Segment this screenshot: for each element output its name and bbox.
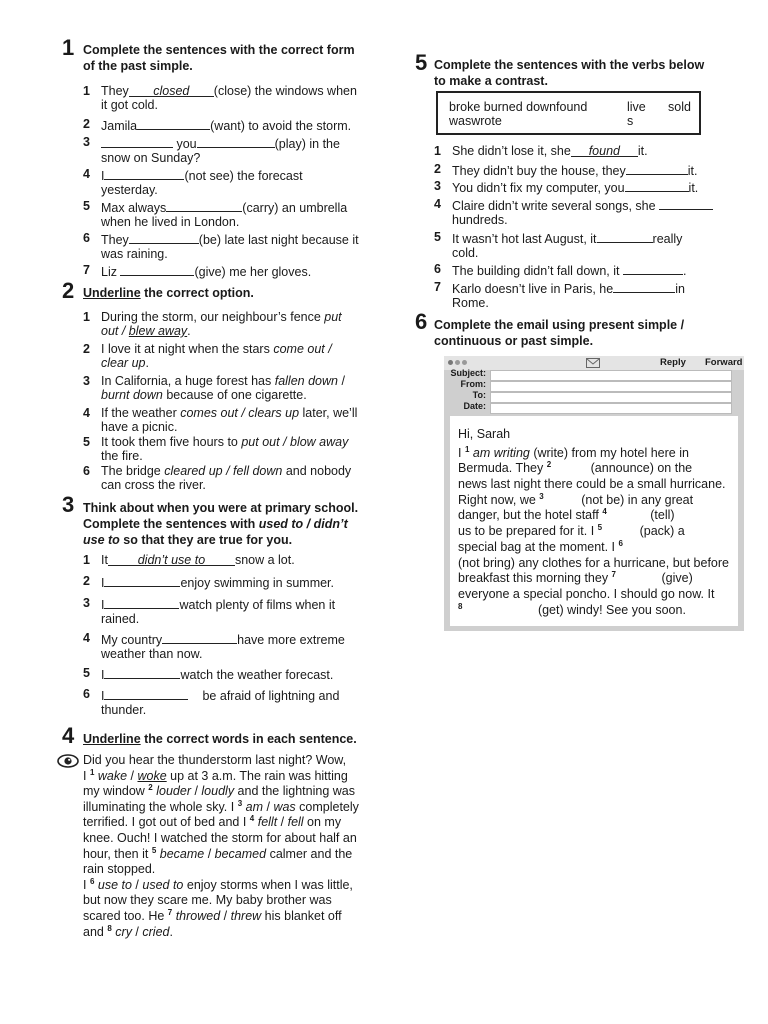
email-line: Right now, we $^3$ (not be) in any great <box>458 491 694 507</box>
email-line: danger, but the hotel staff $^4$ (tell) <box>458 506 675 522</box>
s4-text <box>83 753 383 940</box>
section-6-title-2: continuous or past simple. <box>434 334 594 348</box>
email-line: breakfast this morning they $^7$ (give) <box>458 569 693 585</box>
section-1-title: Complete the sentences with the correct form <box>83 43 355 57</box>
s2-item-2: 2 I love it at night when the stars come out / clear up. <box>83 342 332 370</box>
section-6-title: Complete the email using present simple / <box>434 318 685 332</box>
section-4-title: Underline the correct words in each sentence. <box>83 732 357 746</box>
section-2-title: Underline the correct option. <box>83 286 254 300</box>
envelope-icon[interactable] <box>586 358 600 368</box>
s1-answer-1[interactable]: closed <box>129 84 214 97</box>
verbs-line-2: waswrote <box>449 114 502 128</box>
s1-answer-4[interactable] <box>104 167 184 180</box>
s1-answer-7[interactable] <box>120 263 194 276</box>
section-5-title: Complete the sentences with the verbs below <box>434 58 705 72</box>
to-field[interactable] <box>490 392 732 403</box>
date-label: Date: <box>463 401 486 411</box>
s5-item-5: 5 It wasn’t hot last August, it really cold. <box>434 230 683 260</box>
s3-item-3: 3 I watch plenty of films when it rained. <box>83 596 336 626</box>
section-2-number: 2 <box>62 278 75 303</box>
s2-item-6: 6 The bridge cleared up / fell down and nobody can cross the river. <box>83 464 352 492</box>
section-1-title-2: of the past simple. <box>83 59 193 73</box>
s4-line: hour, then it $^5$ became / becamed calmer and the <box>83 845 353 861</box>
s3-answer-3[interactable] <box>104 596 179 609</box>
reply-button[interactable]: Reply <box>660 357 686 368</box>
verb-s: s <box>627 114 634 128</box>
s1-answer-6[interactable] <box>129 231 199 244</box>
s1-answer-3b[interactable] <box>197 135 275 148</box>
s4-line: rain stopped. <box>83 862 156 877</box>
s5-answer-6[interactable] <box>623 262 683 275</box>
s5-answer-3[interactable] <box>625 179 689 192</box>
s5-answer-7[interactable] <box>613 280 675 293</box>
email-line: everyone a special poncho. I should go now. It <box>458 587 715 601</box>
email-line: $^8$ (get) windy! See you soon. <box>458 601 686 617</box>
email-window <box>444 356 744 631</box>
from-field[interactable] <box>490 381 732 392</box>
verb-live: live <box>627 100 646 114</box>
email-body <box>450 416 738 626</box>
from-label: From: <box>460 379 486 389</box>
email-line: Bermuda. They $^2$ (announce) on the <box>458 459 693 475</box>
s3-answer-6[interactable] <box>104 687 188 700</box>
forward-button[interactable]: Forward <box>705 357 743 368</box>
s5-answer-4[interactable] <box>659 197 713 210</box>
s4-line: but now they scare me. My baby brother was <box>83 893 332 908</box>
s2-item-3: 3 In California, a huge forest has fallen down / burnt down because of one cigarette. <box>83 374 345 402</box>
section-5-number: 5 <box>415 50 428 75</box>
email-line: news last night there could be a small hurricane. <box>458 477 726 491</box>
s3-item-4: 4 My country have more extreme weather than now. <box>83 631 345 661</box>
s1-item-3: 3 you (play) in the snow on Sunday? <box>83 135 340 165</box>
email-toolbar <box>444 356 744 370</box>
date-field[interactable] <box>490 403 732 414</box>
s5-item-7: 7 Karlo doesn’t live in Paris, he in Rome. <box>434 280 685 310</box>
s3-answer-4[interactable] <box>162 631 237 644</box>
s5-answer-2[interactable] <box>626 162 688 175</box>
audio-eye-icon[interactable] <box>57 754 79 768</box>
to-label: To: <box>472 390 486 400</box>
s4-line: my window $^2$ louder / loudly and the lightning was <box>83 783 355 799</box>
s1-item-6: 6 They (be) late last night because it was raining. <box>83 231 359 261</box>
verbs-line-1: broke burned downfound <box>449 100 588 114</box>
email-greeting: Hi, Sarah <box>458 427 511 441</box>
s4-line: I $^1$ wake / woke up at 3 a.m. The rain was hitting <box>83 767 348 783</box>
s4-line: Did you hear the thunderstorm last night? Wow, <box>83 753 347 767</box>
s1-item-5: 5 Max always (carry) an umbrella when he lived in London. <box>83 199 348 229</box>
subject-field[interactable] <box>490 370 732 381</box>
s1-answer-2[interactable] <box>137 117 210 130</box>
email-line: special bag at the moment. I $^6$ <box>458 538 623 554</box>
window-dot-icon <box>462 360 467 365</box>
s1-answer-3a[interactable] <box>101 135 173 148</box>
email-line: I $^1$ am writing (write) from my hotel here in <box>458 444 689 460</box>
s4-line: knee. Ouch! I watched the storm for about half an <box>83 830 357 845</box>
s2-item-5: 5 It took them five hours to put out / blow away the fire. <box>83 435 349 463</box>
s4-line: and $^8$ cry / cried. <box>83 923 173 939</box>
s3-answer-2[interactable] <box>104 574 180 587</box>
s4-line: terrified. I got out of bed and I $^4$ fellt / fell on my <box>83 814 342 830</box>
window-dot-icon <box>448 360 453 365</box>
section-3-number: 3 <box>62 492 75 517</box>
s5-item-4: 4 Claire didn’t write several songs, she hundreds. <box>434 197 734 225</box>
s3-answer-1[interactable]: didn’t use to <box>108 553 235 566</box>
subject-label: Subject: <box>450 368 486 378</box>
s1-item-1: 1 They closed (close) the windows when it got cold. <box>83 84 357 112</box>
section-5-title-2: to make a contrast. <box>434 74 548 88</box>
verb-box <box>436 91 701 135</box>
s4-line: I $^6$ use to / used to enjoy storms when I was little, <box>83 876 353 892</box>
s1-item-4: 4 I (not see) the forecast yesterday. <box>83 167 303 197</box>
s3-answer-5[interactable] <box>104 666 180 679</box>
section-4-number: 4 <box>62 723 75 748</box>
email-line: (not bring) any clothes for a hurricane, but before <box>458 556 729 570</box>
s4-line: illuminating the whole sky. I $^3$ am / was completely <box>83 798 359 814</box>
s1-answer-5[interactable] <box>166 199 242 212</box>
email-line: us to be prepared for it. I $^5$ (pack) a <box>458 522 685 538</box>
s3-item-6: 6 I be afraid of lightning and thunder. <box>83 687 340 717</box>
s5-answer-5[interactable] <box>597 230 653 243</box>
section-1-number: 1 <box>62 35 75 60</box>
verb-sold: sold <box>668 100 691 114</box>
window-dot-icon <box>455 360 460 365</box>
s2-item-1: 1 During the storm, our neighbour’s fence put out / blew away. <box>83 310 342 338</box>
section-3-title: Think about when you were at primary school. Complete the sentences with used to / didn’t use to so that they are true for you. <box>83 501 359 547</box>
s5-answer-1[interactable]: found <box>571 144 638 157</box>
s2-item-4: 4 If the weather comes out / clears up later, we’ll have a picnic. <box>83 406 358 434</box>
section-6-number: 6 <box>415 309 428 334</box>
s4-line: scared too. He $^7$ throwed / threw his blanket off <box>83 907 342 923</box>
